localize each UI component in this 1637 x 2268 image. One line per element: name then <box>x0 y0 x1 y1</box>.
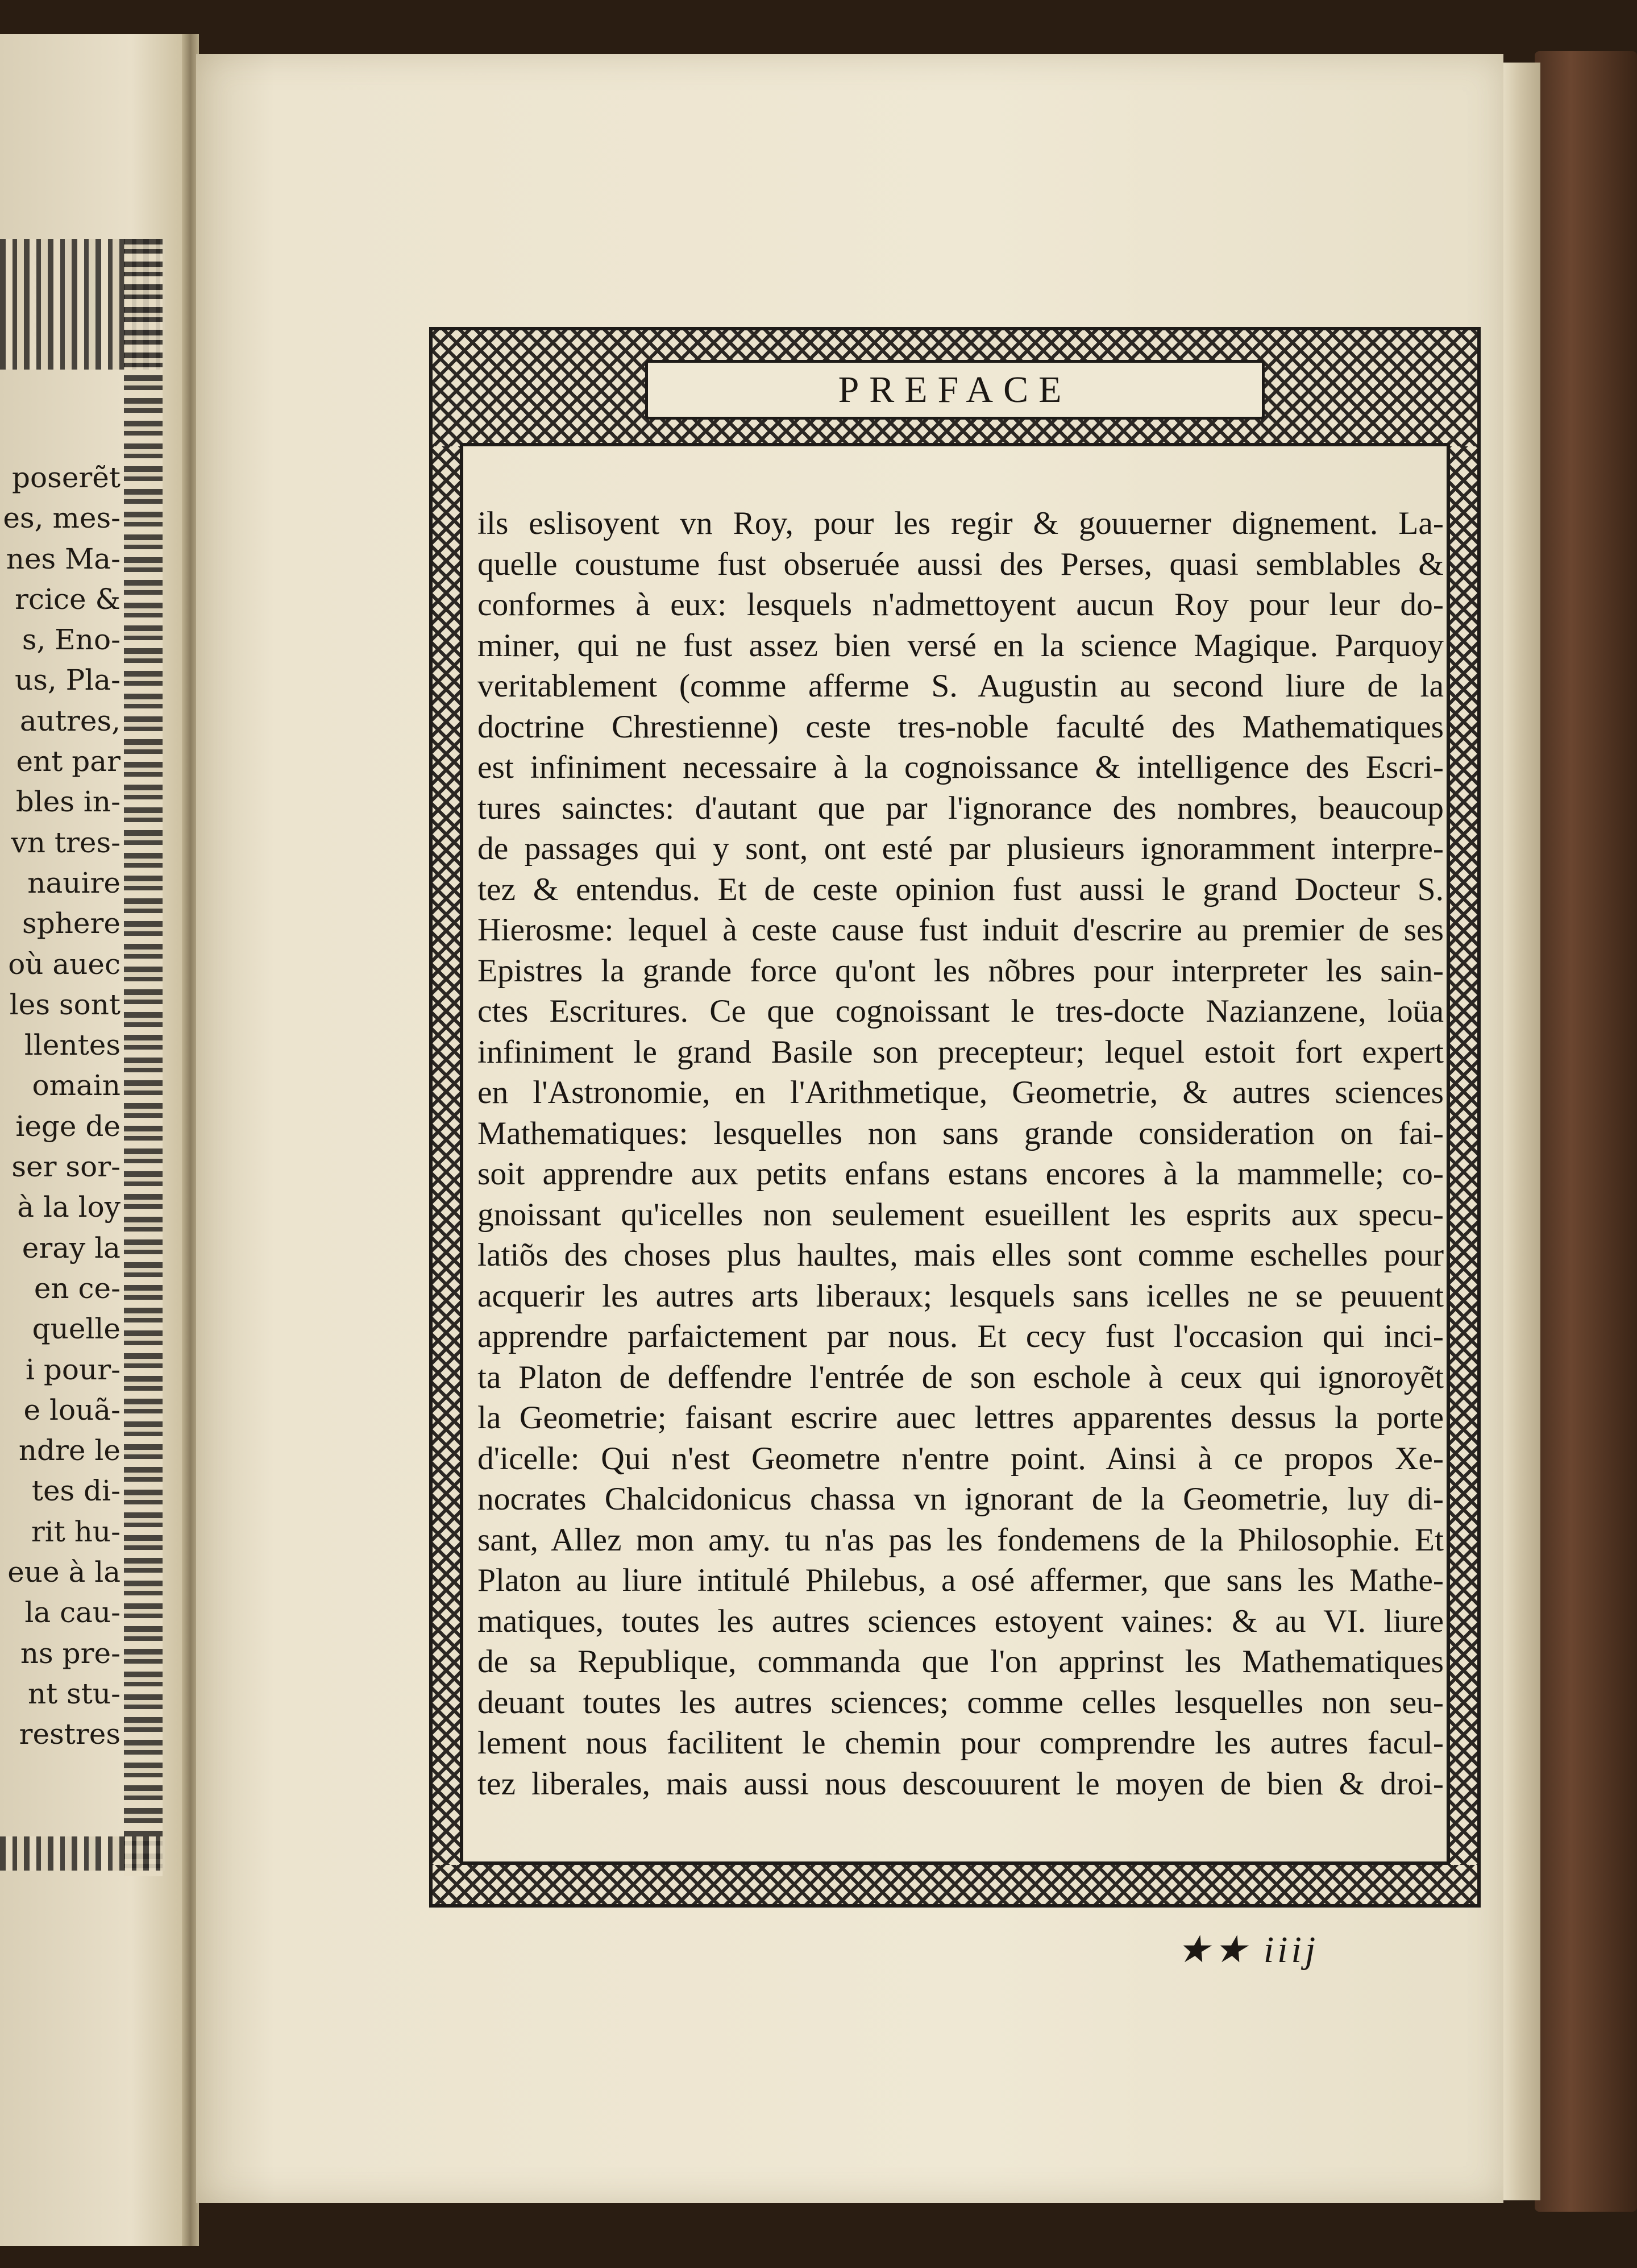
left-page-line: rit hu- <box>31 1515 121 1548</box>
text-line: ta Platon de deffendre l'entrée de son eschole à ceux qui ignoroyẽt <box>477 1359 1444 1395</box>
left-page-line: us, Pla- <box>15 664 121 697</box>
left-page-line: s, Eno- <box>22 623 121 657</box>
text-line: la Geometrie; faisant escrire auec lettres apparentes dessus la porte <box>477 1400 1444 1436</box>
left-page-ornamental-border-bottom <box>0 1836 165 1871</box>
left-page-text <box>0 458 121 1755</box>
right-page <box>196 54 1503 2203</box>
left-page-line: où auec <box>8 947 121 981</box>
text-line: latiõs des choses plus haultes, mais elles sont comme eschelles pour <box>477 1237 1444 1273</box>
left-page-line: quelle <box>32 1312 121 1346</box>
text-line: nocrates Chalcidonicus chassa vn ignorant de la Geometrie, luy di- <box>477 1481 1444 1517</box>
signature-mark: ★★ iiij <box>1177 1929 1319 1971</box>
left-page-line: poserẽt <box>12 461 121 494</box>
left-page-line: autres, <box>19 704 121 737</box>
left-page-line: iege de <box>15 1109 121 1143</box>
text-line: Platon au liure intitulé Philebus, a osé affermer, que sans les Mathe- <box>477 1562 1444 1598</box>
left-page-line: omain <box>32 1069 121 1102</box>
text-line: apprendre parfaictement par nous. Et cecy fust l'occasion qui inci- <box>477 1318 1444 1354</box>
text-line: tez liberales, mais aussi nous descouurent le moyen de bien & droi- <box>477 1765 1444 1802</box>
text-line: lement nous facilitent le chemin pour comprendre les autres facul- <box>477 1725 1444 1761</box>
book-binding <box>1535 51 1637 2212</box>
left-page-line: eue à la <box>7 1556 121 1589</box>
text-line: veritablement (comme afferme S. Augustin au second liure de la <box>477 668 1444 704</box>
left-page-line: sphere <box>22 907 121 940</box>
text-line: quelle coustume fust obseruée aussi des Perses, quasi semblables & <box>477 546 1444 582</box>
ornamental-frame <box>429 327 1481 1908</box>
text-line: Epistres la grande force qu'ont les nõbres pour interpreter les sain- <box>477 952 1444 989</box>
text-line: Mathematiques: lesquelles non sans grande consideration on fai- <box>477 1115 1444 1151</box>
text-line: conformes à eux: lesquels n'admettoyent aucun Roy pour leur do- <box>477 587 1444 623</box>
left-page-line: ser sor- <box>11 1150 121 1184</box>
text-line: d'icelle: Qui n'est Geometre n'entre point. Ainsi à ce propos Xe- <box>477 1440 1444 1477</box>
left-page-line: les sont <box>9 988 121 1021</box>
left-page-line: à la loy <box>17 1191 121 1224</box>
text-line: tures sainctes: d'autant que par l'ignorance des nombres, beaucoup <box>477 790 1444 826</box>
left-page-line: la cau- <box>24 1596 121 1630</box>
page-title: PREFACE <box>838 368 1072 411</box>
text-line: matiques, toutes les autres sciences estoyent vaines: & au VI. liure <box>477 1603 1444 1639</box>
text-line: de sa Republique, commanda que l'on apprinst les Mathematiques <box>477 1644 1444 1680</box>
left-page-line: restres <box>19 1718 121 1751</box>
text-line: ctes Escritures. Ce que cognoissant le tres-docte Nazianzene, loüa <box>477 993 1444 1029</box>
left-page-line: ndre le <box>18 1434 121 1467</box>
left-page-line: ent par <box>16 745 121 778</box>
text-line: gnoissant qu'icelles non seulement esueillent les esprits aux specu- <box>477 1196 1444 1233</box>
left-page-line: nt stu- <box>27 1677 121 1710</box>
text-line: Hierosme: lequel à ceste cause fust induit d'escrire au premier de ses <box>477 912 1444 948</box>
left-page-ornamental-border-right <box>124 239 163 1876</box>
left-page-line: en ce- <box>34 1271 121 1305</box>
left-page-line: vn tres- <box>11 826 121 859</box>
text-line: deuant toutes les autres sciences; comme celles lesquelles non seu- <box>477 1684 1444 1720</box>
left-page-line: tes di- <box>31 1474 121 1508</box>
left-page-line: nauire <box>27 866 121 899</box>
left-page-line: es, mes- <box>3 501 121 535</box>
left-page-line: rcice & <box>15 582 121 616</box>
left-page-line: bles in- <box>15 785 121 819</box>
header-cartouche <box>645 360 1265 420</box>
page-edges <box>1501 63 1540 2200</box>
text-line: en l'Astronomie, en l'Arithmetique, Geometrie, & autres sciences <box>477 1075 1444 1110</box>
left-page-line: llentes <box>24 1029 121 1062</box>
text-line: soit apprendre aux petits enfans estans encores à la mammelle; co- <box>477 1156 1444 1192</box>
left-page-line: nes Ma- <box>6 542 121 575</box>
left-page-line: eray la <box>22 1231 121 1264</box>
text-line: tez & entendus. Et de ceste opinion fust aussi le grand Docteur S. <box>477 871 1444 907</box>
text-line: est infiniment necessaire à la cognoissance & intelligence des Escri- <box>477 749 1444 785</box>
text-line: miner, qui ne fust assez bien versé en la science Magique. Parquoy <box>477 627 1444 664</box>
text-line: sant, Allez mon amy. tu n'as pas les fondemens de la Philosophie. Et <box>477 1521 1444 1558</box>
text-line: acquerir les autres arts liberaux; lesquels sans icelles ne se peuuent <box>477 1278 1444 1314</box>
text-line: ils eslisoyent vn Roy, pour les regir & gouuerner dignement. La- <box>477 505 1444 541</box>
text-line: doctrine Chrestienne) ceste tres-noble faculté des Mathematiques <box>477 708 1444 745</box>
left-page-line: e louã- <box>23 1393 121 1427</box>
text-line: infiniment le grand Basile son precepteur; lequel estoit fort expert <box>477 1034 1444 1070</box>
text-line: de passages qui y sont, ont esté par plusieurs ignoramment interpre- <box>477 831 1444 866</box>
left-page-line: ns pre- <box>20 1636 121 1670</box>
body-text <box>477 503 1444 1804</box>
left-page-line: i pour- <box>26 1353 121 1386</box>
